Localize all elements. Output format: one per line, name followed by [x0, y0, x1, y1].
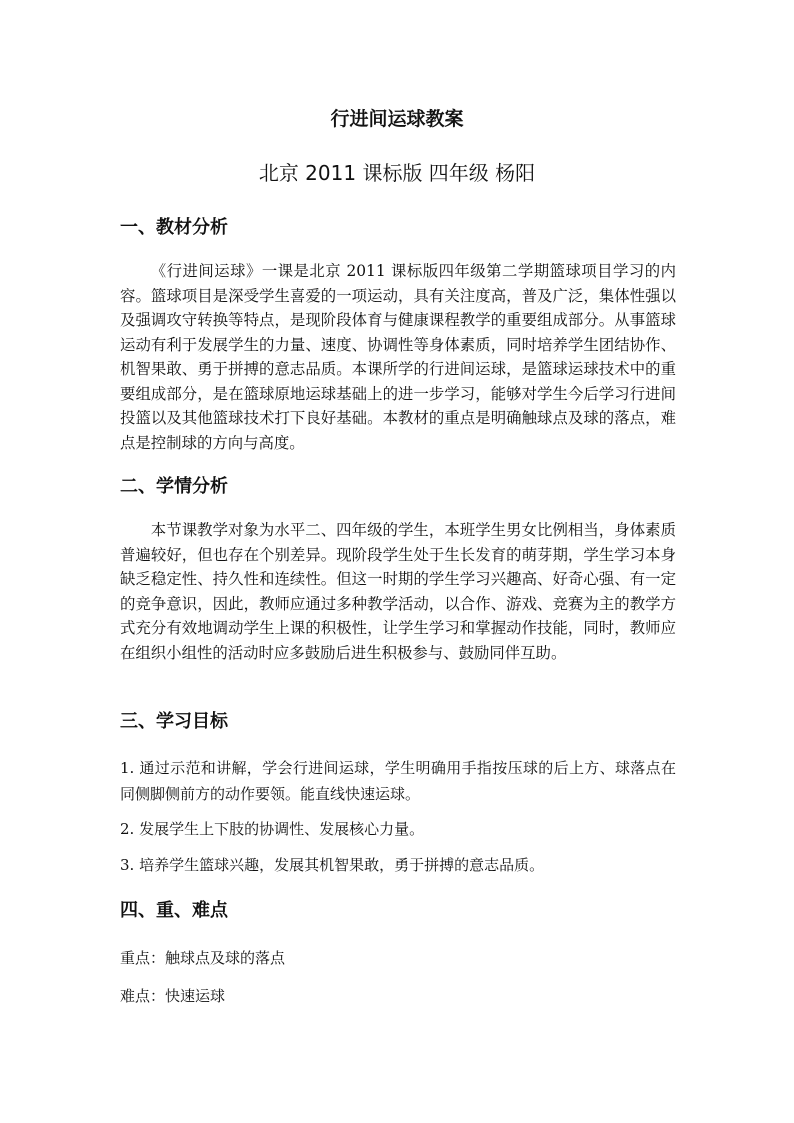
- section-heading-student-analysis: 二、学情分析: [120, 476, 228, 497]
- textbook-analysis-paragraph: 《行进间运球》一课是北京 2011 课标版四年级第二学期篮球项目学习的内容。篮球项目是深受学生喜爱的一项运动，具有关注度高，普及广泛，集体性强以及强调攻守转换等特点，是现阶段体育与健康课程教学的重要组成部分。从事篮球运动有利于发展学生的力量、速度、协调性等身体素质，同时培养学生团结协作、机智果敢、勇于拼搏的意志品质。本课所学的行进间运球，是篮球运球技术中的重要组成部分，是在篮球原地运球基础上的进一步学习，能够对学生今后学习行进间投篮以及其他篮球技术打下良好基础。本教材的重点是明确触球点及球的落点，难点是控制球的方向与高度。: [120, 262, 676, 452]
- difficult-point-text: 难点：快速运球: [120, 987, 226, 1005]
- objective-item-3: 3. 培养学生篮球兴趣，发展其机智果敢，勇于拼搏的意志品质。: [120, 856, 545, 874]
- section-heading-key-difficult-points: 四、重、难点: [120, 900, 228, 921]
- document-title: 行进间运球教案: [330, 108, 464, 130]
- section-heading-learning-objectives: 三、学习目标: [120, 711, 228, 732]
- objective-item-2: 2. 发展学生上下肢的协调性、发展核心力量。: [120, 820, 425, 838]
- student-analysis-paragraph: 本节课教学对象为水平二、四年级的学生，本班学生男女比例相当，身体素质普遍较好，但也存在个别差异。现阶段学生处于生长发育的萌芽期，学生学习本身缺乏稳定性、持久性和连续性。但这一时期的学生学习兴趣高、好奇心强、有一定的竞争意识，因此，教师应通过多种教学活动，以合作、游戏、竞赛为主的教学方式充分有效地调动学生上课的积极性，让学生学习和掌握动作技能，同时，教师应在组织小组性的活动时应多鼓励后进生积极参与、鼓励同伴互助。: [120, 521, 676, 662]
- key-point-text: 重点：触球点及球的落点: [120, 949, 286, 967]
- objective-item-1: 1. 通过示范和讲解，学会行进间运球，学生明确用手指按压球的后上方、球落点在同侧脚侧前方的动作要领。能直线快速运球。: [120, 759, 676, 803]
- document-subtitle: 北京 2011 课标版 四年级 杨阳: [258, 161, 536, 185]
- section-heading-textbook-analysis: 一、教材分析: [120, 217, 228, 238]
